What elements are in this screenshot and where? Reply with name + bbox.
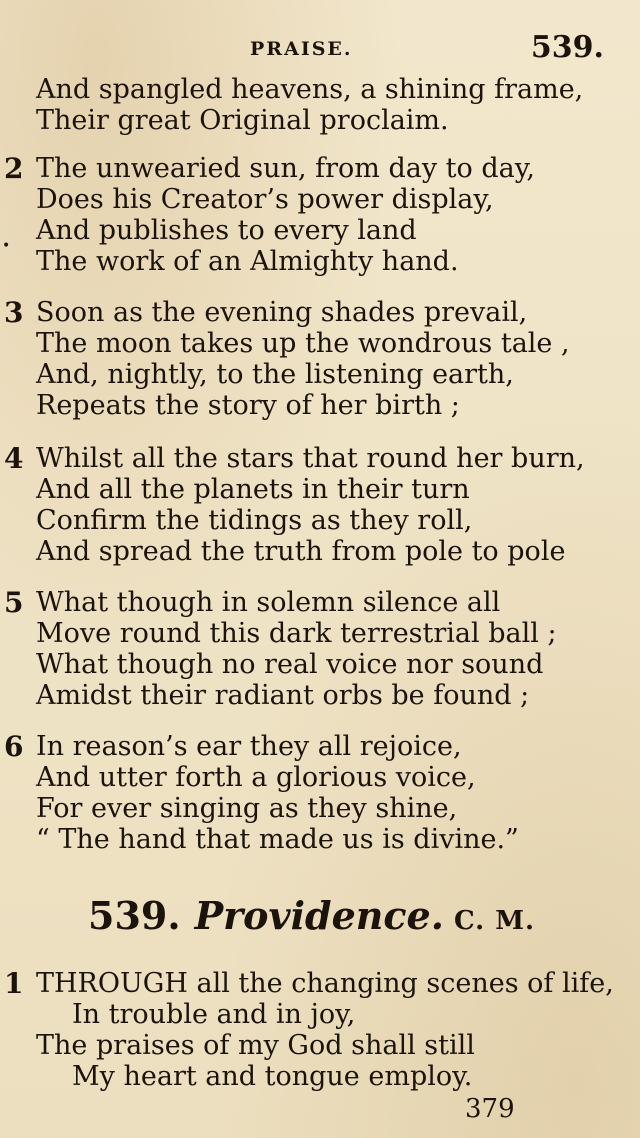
verse-text: The unwearied sun, from day to day,	[36, 153, 535, 184]
stanza-3	[0, 297, 640, 421]
hymn-stanza-1	[0, 968, 640, 1092]
verse-line: Confirm the tidings as they roll,	[36, 505, 473, 536]
verse-line: Repeats the story of her birth ;	[36, 390, 460, 421]
hymn-meter: C. M.	[453, 906, 536, 936]
verse-line: Amidst their radiant orbs be found ;	[36, 680, 530, 711]
verse-text: In reason’s ear they all rejoice,	[36, 731, 462, 762]
verse-text: THROUGH all the changing scenes of life,	[36, 968, 614, 999]
verse-line: Their great Original proclaim.	[36, 105, 449, 136]
verse-line	[0, 153, 640, 184]
stanza-number: 3	[4, 296, 24, 329]
verse-line	[0, 443, 640, 474]
verse-line: And utter forth a glorious voice,	[36, 762, 476, 793]
verse-line: And spangled heavens, a shining frame,	[36, 74, 584, 105]
verse-line: What though no real voice nor sound	[36, 649, 544, 680]
verse-text: Whilst all the stars that round her burn,	[36, 443, 585, 474]
page-number: 539.	[530, 30, 604, 65]
verse-line: My heart and tongue employ.	[72, 1061, 473, 1092]
verse-text: Soon as the evening shades prevail,	[36, 297, 528, 328]
stanza-number: 1	[4, 967, 24, 1000]
verse-line: For ever singing as they shine,	[36, 793, 458, 824]
verse-line: The moon takes up the wondrous tale ,	[36, 328, 570, 359]
verse-line: Move round this dark terrestrial ball ;	[36, 618, 557, 649]
verse-line: Does his Creator’s power display,	[36, 184, 494, 215]
verse-line: And all the planets in their turn	[36, 474, 470, 505]
stanza-6	[0, 731, 640, 855]
stanza-4	[0, 443, 640, 567]
verse-line	[0, 731, 640, 762]
stanza-number: 2	[4, 152, 24, 185]
verse-line: In trouble and in joy,	[72, 999, 356, 1030]
hymn-heading	[88, 893, 535, 938]
stanza-number: 4	[4, 442, 24, 475]
hymn-title: Providence.	[194, 893, 444, 938]
stanza-number: 5	[4, 586, 24, 619]
hymn-number: 539.	[88, 893, 181, 938]
verse-line	[0, 968, 640, 999]
running-head: PRAISE.	[250, 38, 353, 60]
verse-line: And spread the truth from pole to pole	[36, 536, 566, 567]
verse-text: What though in solemn silence all	[36, 587, 501, 618]
verse-line: And publishes to every land	[36, 215, 417, 246]
stanza-continuation	[0, 74, 640, 136]
ink-mark: •	[2, 238, 11, 254]
verse-line: And, nightly, to the listening earth,	[36, 359, 514, 390]
verse-line	[0, 297, 640, 328]
stanza-5	[0, 587, 640, 711]
verse-line: The praises of my God shall still	[36, 1030, 475, 1061]
verse-line: “ The hand that made us is divine.”	[36, 824, 519, 855]
verse-line: The work of an Almighty hand.	[36, 246, 459, 277]
verse-line	[0, 587, 640, 618]
stanza-2	[0, 153, 640, 277]
folio-number: 379	[465, 1094, 515, 1124]
stanza-number: 6	[4, 730, 24, 763]
